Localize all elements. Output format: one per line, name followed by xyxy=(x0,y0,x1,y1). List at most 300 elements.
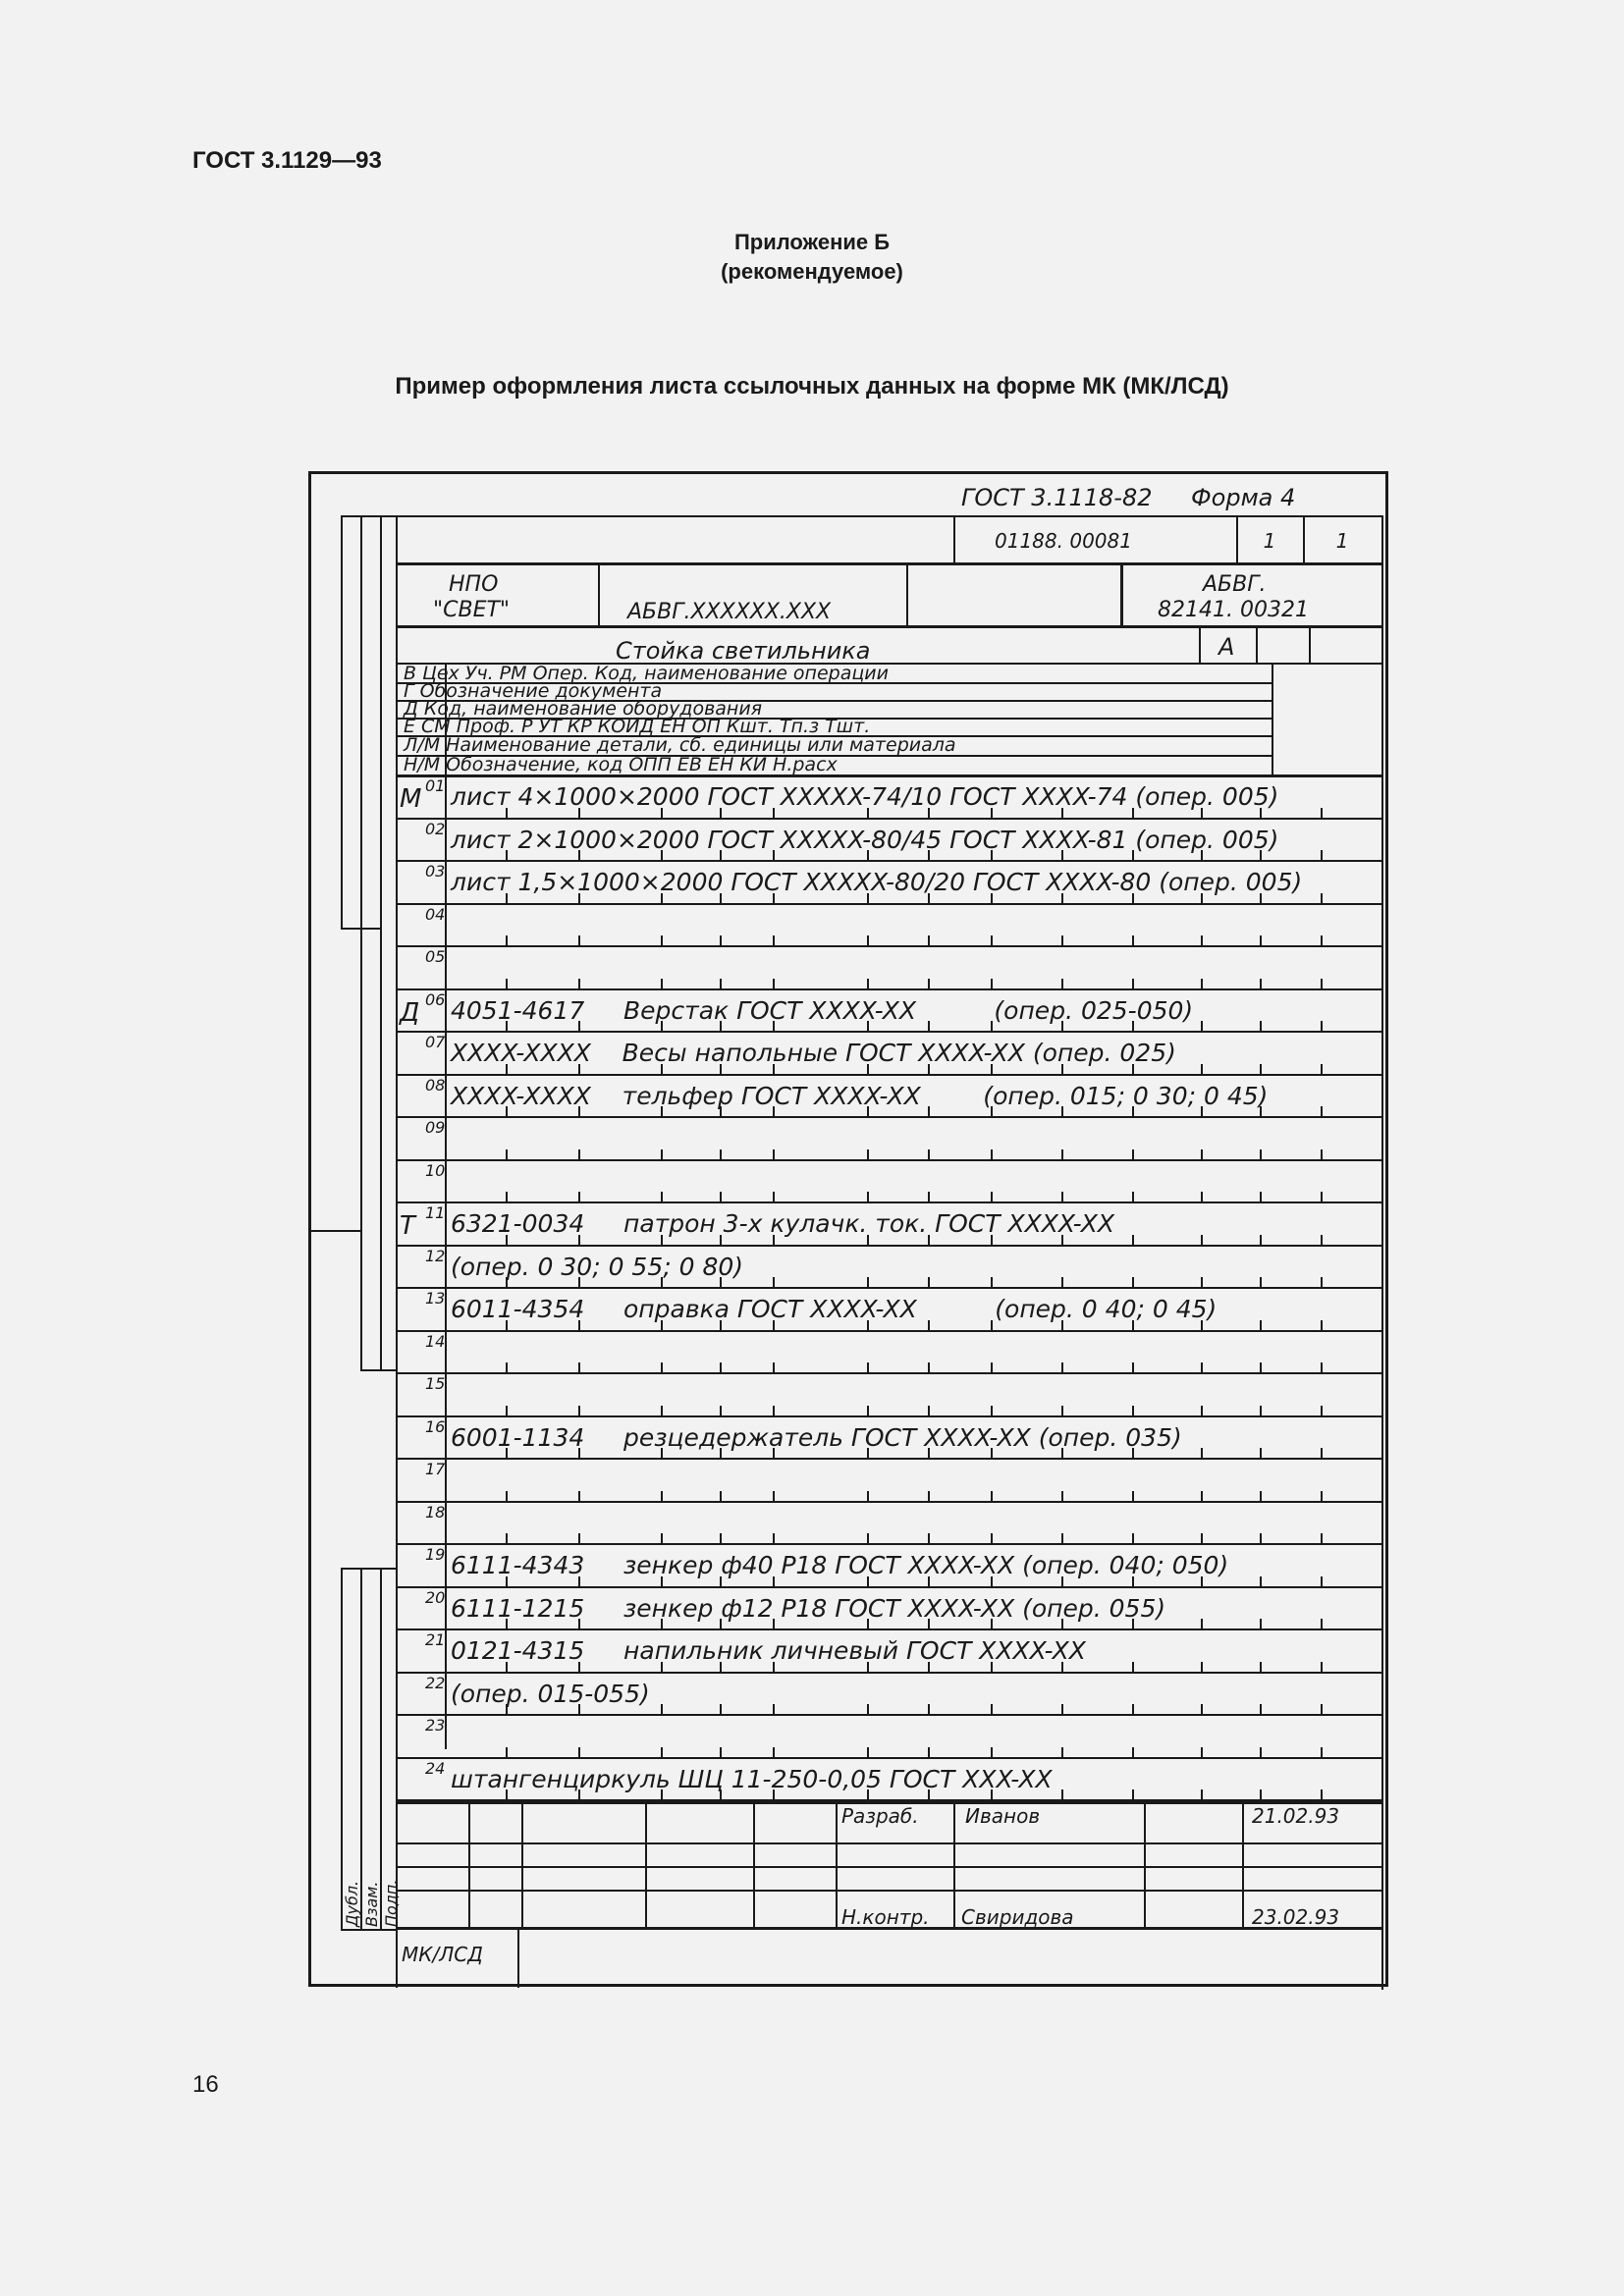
row-tick xyxy=(867,1533,869,1543)
row-tick xyxy=(1321,1106,1323,1116)
row-tick xyxy=(773,1704,775,1714)
row-tick xyxy=(1061,1277,1063,1287)
row-tick xyxy=(1260,1235,1262,1245)
table-row xyxy=(396,1332,1383,1375)
row-tick xyxy=(720,1406,722,1415)
row-tick xyxy=(1132,979,1134,988)
row-tick xyxy=(506,1533,508,1543)
row-number: 16 xyxy=(425,1416,446,1436)
designation: АБВГ.XXXXXX.XXX xyxy=(627,600,832,624)
table-row xyxy=(396,1374,1383,1417)
form-sheet xyxy=(308,471,1388,1987)
row-tick xyxy=(928,1533,930,1543)
row-number: 07 xyxy=(425,1033,446,1051)
row-tick xyxy=(1260,1533,1262,1543)
row-tick xyxy=(1061,1192,1063,1201)
org-name: "СВЕТ" xyxy=(433,598,511,622)
row-tick xyxy=(928,1491,930,1501)
sheet-number: 1 xyxy=(1263,529,1276,553)
table-row xyxy=(396,1630,1383,1674)
table-row xyxy=(396,1033,1383,1076)
row-tick xyxy=(1260,1362,1262,1372)
margin-line xyxy=(341,515,343,928)
table-row xyxy=(396,1716,1383,1759)
row-tick xyxy=(773,1406,775,1415)
frame-line xyxy=(906,564,908,625)
form-code: МК/ЛСД xyxy=(402,1943,483,1966)
product-code-1: АБВГ. xyxy=(1203,572,1267,597)
header-row-nm: Н/М Обозначение, код ОПП ЕВ ЕН КИ Н.расх xyxy=(404,754,838,775)
table-row xyxy=(396,905,1383,948)
margin-line xyxy=(360,1568,362,1931)
row-tick xyxy=(1201,1021,1203,1031)
row-letter: Д xyxy=(400,997,420,1028)
row-tick xyxy=(1321,1533,1323,1543)
row-tick xyxy=(1321,1789,1323,1799)
row-text: 6111-1215 зенкер ф12 Р18 ГОСТ XXXX-XX (опер. 055) xyxy=(451,1593,1166,1623)
page-title: Пример оформления листа ссылочных данных на форме МК (МК/ЛСД) xyxy=(395,373,1229,400)
table-row xyxy=(396,1247,1383,1290)
row-number: 10 xyxy=(425,1160,446,1180)
row-tick xyxy=(773,1277,775,1287)
row-tick xyxy=(578,1491,580,1501)
page-number: 16 xyxy=(192,2071,219,2098)
row-tick xyxy=(773,1192,775,1201)
row-tick xyxy=(1260,1704,1262,1714)
row-tick xyxy=(1132,1747,1134,1757)
frame-line xyxy=(396,562,1383,565)
margin-line xyxy=(341,1568,396,1570)
margin-line xyxy=(341,1568,343,1931)
row-tick xyxy=(506,1362,508,1372)
frame-line xyxy=(836,1801,838,1927)
row-tick xyxy=(1201,1064,1203,1074)
frame-line xyxy=(753,1801,755,1927)
product-letter: А xyxy=(1218,633,1235,661)
row-tick xyxy=(1260,1064,1262,1074)
row-tick xyxy=(720,1533,722,1543)
table-row xyxy=(396,1118,1383,1161)
row-tick xyxy=(506,1491,508,1501)
form-label: Форма 4 xyxy=(1191,484,1296,511)
row-tick xyxy=(1260,1406,1262,1415)
frame-line xyxy=(396,1866,1383,1868)
row-tick xyxy=(773,1747,775,1757)
row-tick xyxy=(1201,1533,1203,1543)
row-text: лист 1,5×1000×2000 ГОСТ XXXXX-80/20 ГОСТ XXXX-80 (опер. 005) xyxy=(451,868,1303,896)
sheet-count: 1 xyxy=(1335,529,1349,553)
row-tick xyxy=(720,1704,722,1714)
row-tick xyxy=(867,935,869,945)
row-number: 17 xyxy=(425,1460,446,1478)
row-tick xyxy=(661,1192,663,1201)
side-podp: Подп. xyxy=(382,1879,401,1927)
developer-date: 21.02.93 xyxy=(1252,1804,1340,1828)
table-row xyxy=(396,1545,1383,1588)
row-tick xyxy=(661,1406,663,1415)
row-number: 05 xyxy=(425,947,446,966)
row-tick xyxy=(867,1277,869,1287)
margin-line xyxy=(380,515,382,1369)
frame-line xyxy=(1242,1801,1244,1927)
row-tick xyxy=(1260,1789,1262,1799)
row-tick xyxy=(1201,1491,1203,1501)
table-row xyxy=(396,1460,1383,1503)
frame-line xyxy=(468,1801,470,1927)
row-text: 0121-4315 напильник личневый ГОСТ XXXX-XX xyxy=(451,1636,1086,1665)
row-tick xyxy=(773,1533,775,1543)
row-tick xyxy=(1321,1235,1323,1245)
row-tick xyxy=(773,1149,775,1159)
frame-line xyxy=(1199,628,1201,663)
row-number: 19 xyxy=(425,1545,446,1564)
row-text: (опер. 015-055) xyxy=(451,1679,650,1708)
margin-line xyxy=(341,1929,396,1931)
row-tick xyxy=(1132,1491,1134,1501)
row-number: 06 xyxy=(425,989,446,1009)
margin-line xyxy=(309,1230,360,1232)
table-row xyxy=(396,776,1383,820)
row-tick xyxy=(720,1747,722,1757)
row-tick xyxy=(1132,1789,1134,1799)
row-number: 08 xyxy=(425,1075,446,1095)
row-tick xyxy=(578,1192,580,1201)
row-number: 04 xyxy=(425,904,446,924)
row-tick xyxy=(1321,1619,1323,1629)
checker-label: Н.контр. xyxy=(841,1905,930,1929)
row-tick xyxy=(1321,893,1323,903)
row-tick xyxy=(928,1747,930,1757)
row-tick xyxy=(867,1747,869,1757)
row-tick xyxy=(1321,979,1323,988)
row-tick xyxy=(1061,1491,1063,1501)
row-tick xyxy=(1132,935,1134,945)
row-tick xyxy=(578,935,580,945)
frame-line xyxy=(396,625,1383,628)
row-tick xyxy=(1321,1277,1323,1287)
row-tick xyxy=(1321,1747,1323,1757)
row-tick xyxy=(1321,1192,1323,1201)
header-row-lm: Л/М Наименование детали, сб. единицы или материала xyxy=(404,734,956,756)
frame-line xyxy=(1120,564,1123,625)
frame-line xyxy=(598,564,600,625)
row-tick xyxy=(1061,1704,1063,1714)
row-tick xyxy=(991,1533,993,1543)
row-tick xyxy=(506,1192,508,1201)
table-row xyxy=(396,1203,1383,1247)
row-tick xyxy=(720,935,722,945)
developer-label: Разраб. xyxy=(841,1804,919,1828)
row-number: 21 xyxy=(425,1630,446,1649)
row-tick xyxy=(1132,1362,1134,1372)
row-tick xyxy=(1260,1320,1262,1330)
row-tick xyxy=(991,935,993,945)
document-code: ГОСТ 3.1129—93 xyxy=(192,147,382,174)
row-text: 6111-4343 зенкер ф40 Р18 ГОСТ XXXX-XX (опер. 040; 050) xyxy=(451,1551,1229,1579)
row-text: (опер. 0 30; 0 55; 0 80) xyxy=(451,1252,744,1281)
frame-line xyxy=(953,1801,955,1927)
frame-line xyxy=(1272,665,1273,776)
appendix-subtitle: (рекомендуемое) xyxy=(721,259,903,284)
margin-line xyxy=(360,1369,396,1371)
row-number: 24 xyxy=(425,1758,446,1778)
frame-line xyxy=(645,1801,647,1927)
row-tick xyxy=(867,1704,869,1714)
row-text: 4051-4617 Верстак ГОСТ XXXX-XX (опер. 025-050) xyxy=(451,995,1194,1025)
row-tick xyxy=(928,1192,930,1201)
row-number: 12 xyxy=(425,1246,446,1265)
row-tick xyxy=(578,1747,580,1757)
table-row xyxy=(396,1289,1383,1332)
row-tick xyxy=(1260,1192,1262,1201)
row-tick xyxy=(928,1277,930,1287)
row-tick xyxy=(1201,1149,1203,1159)
row-tick xyxy=(1201,1662,1203,1672)
table-row xyxy=(396,947,1383,990)
row-tick xyxy=(578,979,580,988)
row-tick xyxy=(1132,1149,1134,1159)
row-tick xyxy=(720,1362,722,1372)
row-text: 6001-1134 резцедержатель ГОСТ XXXX-XX (опер. 035) xyxy=(451,1422,1182,1452)
row-tick xyxy=(661,935,663,945)
checker-date: 23.02.93 xyxy=(1252,1905,1340,1929)
row-number: 22 xyxy=(425,1673,446,1692)
row-tick xyxy=(1321,1662,1323,1672)
row-tick xyxy=(506,1406,508,1415)
row-tick xyxy=(1132,1235,1134,1245)
header-row-g: Г Обозначение документа xyxy=(404,680,663,702)
row-tick xyxy=(661,1149,663,1159)
row-tick xyxy=(1260,1576,1262,1586)
appendix-title: Приложение Б xyxy=(733,230,891,254)
row-tick xyxy=(1061,1149,1063,1159)
frame-line xyxy=(396,1890,1383,1892)
row-tick xyxy=(928,1406,930,1415)
row-number: 02 xyxy=(425,819,446,838)
row-tick xyxy=(1061,1406,1063,1415)
row-tick xyxy=(1132,1277,1134,1287)
row-text: XXXX-XXXX тельфер ГОСТ XXXX-XX (опер. 015; 0 30; 0 45) xyxy=(451,1081,1269,1110)
row-tick xyxy=(1132,1704,1134,1714)
row-tick xyxy=(1321,850,1323,860)
row-tick xyxy=(578,1533,580,1543)
row-tick xyxy=(1260,1149,1262,1159)
row-tick xyxy=(1201,1362,1203,1372)
row-text: 6011-4354 оправка ГОСТ XXXX-XX (опер. 0 40; 0 45) xyxy=(451,1295,1218,1323)
row-tick xyxy=(1201,1192,1203,1201)
row-number: 14 xyxy=(425,1331,446,1351)
row-tick xyxy=(928,1704,930,1714)
row-tick xyxy=(1321,1448,1323,1458)
margin-line xyxy=(341,515,396,517)
row-number: 01 xyxy=(425,776,446,795)
org-label: НПО xyxy=(449,572,499,597)
row-tick xyxy=(991,1491,993,1501)
row-tick xyxy=(661,1533,663,1543)
row-tick xyxy=(1132,1192,1134,1201)
frame-line xyxy=(953,515,955,562)
table-row xyxy=(396,820,1383,863)
row-tick xyxy=(991,1406,993,1415)
frame-line xyxy=(1256,628,1258,663)
checker-name: Свиридова xyxy=(961,1905,1074,1929)
row-tick xyxy=(1201,979,1203,988)
row-tick xyxy=(1321,1491,1323,1501)
row-tick xyxy=(720,1149,722,1159)
row-tick xyxy=(1201,1747,1203,1757)
row-tick xyxy=(1321,1406,1323,1415)
row-tick xyxy=(1260,1662,1262,1672)
row-tick xyxy=(1321,1149,1323,1159)
header-row-e: Е СМ Проф. Р УТ КР КОИД ЕН ОП Кшт. Тп.з Тшт. xyxy=(404,716,871,737)
table-row xyxy=(396,990,1383,1034)
row-tick xyxy=(720,979,722,988)
row-tick xyxy=(1132,1533,1134,1543)
row-tick xyxy=(1321,1362,1323,1372)
row-tick xyxy=(867,1149,869,1159)
row-tick xyxy=(1260,1277,1262,1287)
row-number: 15 xyxy=(425,1374,446,1393)
row-tick xyxy=(1201,1448,1203,1458)
table-row xyxy=(396,1503,1383,1546)
product-code-2: 82141. 00321 xyxy=(1158,598,1309,622)
frame-line xyxy=(1381,515,1383,629)
row-tick xyxy=(928,1149,930,1159)
row-tick xyxy=(867,979,869,988)
row-tick xyxy=(720,1192,722,1201)
row-number: 18 xyxy=(425,1502,446,1522)
row-tick xyxy=(991,1192,993,1201)
row-tick xyxy=(506,935,508,945)
frame-line xyxy=(521,1801,523,1927)
row-tick xyxy=(1260,1619,1262,1629)
row-tick xyxy=(1201,1704,1203,1714)
row-tick xyxy=(928,1362,930,1372)
row-tick xyxy=(773,979,775,988)
row-tick xyxy=(773,935,775,945)
row-tick xyxy=(1132,1662,1134,1672)
side-dubl: Дубл. xyxy=(343,1880,361,1927)
row-tick xyxy=(506,1747,508,1757)
row-tick xyxy=(773,1491,775,1501)
row-tick xyxy=(1321,1576,1323,1586)
row-tick xyxy=(867,1362,869,1372)
frame-line xyxy=(517,1929,519,1988)
row-tick xyxy=(661,979,663,988)
row-tick xyxy=(773,1362,775,1372)
row-number: 09 xyxy=(425,1118,446,1137)
row-text: XXXX-XXXX Весы напольные ГОСТ XXXX-XX (опер. 025) xyxy=(451,1039,1176,1067)
table-row xyxy=(396,862,1383,905)
row-letter: Т xyxy=(400,1211,415,1241)
table-row xyxy=(396,1161,1383,1204)
row-text: лист 2×1000×2000 ГОСТ XXXXX-80/45 ГОСТ XXXX-81 (опер. 005) xyxy=(451,825,1279,854)
form-standard: ГОСТ 3.1118-82 xyxy=(961,484,1153,511)
row-tick xyxy=(991,1362,993,1372)
row-tick xyxy=(1321,808,1323,818)
row-tick xyxy=(1260,1747,1262,1757)
row-tick xyxy=(661,1362,663,1372)
appendix-heading xyxy=(0,228,1624,287)
row-tick xyxy=(1321,1064,1323,1074)
row-tick xyxy=(991,1149,993,1159)
table-row xyxy=(396,1417,1383,1461)
row-tick xyxy=(506,1149,508,1159)
frame-line xyxy=(1309,628,1311,663)
row-number: 03 xyxy=(425,862,446,881)
row-tick xyxy=(1201,1277,1203,1287)
row-number: 20 xyxy=(425,1587,446,1607)
row-number: 23 xyxy=(425,1716,446,1735)
row-tick xyxy=(578,1149,580,1159)
row-tick xyxy=(1061,935,1063,945)
row-tick xyxy=(867,1491,869,1501)
header-row-v: В Цех Уч. РМ Опер. Код, наименование операции xyxy=(404,663,889,684)
row-text: лист 4×1000×2000 ГОСТ XXXXX-74/10 ГОСТ XXXX-74 (опер. 005) xyxy=(451,782,1279,811)
side-vzam: Взам. xyxy=(362,1881,381,1927)
frame-line xyxy=(1381,625,1383,665)
row-tick xyxy=(1201,1406,1203,1415)
row-number: 13 xyxy=(425,1289,446,1308)
row-tick xyxy=(991,1277,993,1287)
row-tick xyxy=(1201,1619,1203,1629)
margin-line xyxy=(360,515,362,1369)
row-tick xyxy=(506,979,508,988)
row-tick xyxy=(1260,1021,1262,1031)
row-tick xyxy=(1201,1789,1203,1799)
row-tick xyxy=(661,1747,663,1757)
row-tick xyxy=(720,1491,722,1501)
row-tick xyxy=(1321,1021,1323,1031)
row-tick xyxy=(578,1362,580,1372)
row-tick xyxy=(1321,1320,1323,1330)
table-row xyxy=(396,1588,1383,1631)
row-text: 6321-0034 патрон 3-х кулачк. ток. ГОСТ XXXX-XX xyxy=(451,1209,1115,1238)
row-tick xyxy=(578,1406,580,1415)
row-tick xyxy=(1260,979,1262,988)
developer-name: Иванов xyxy=(965,1804,1041,1828)
row-tick xyxy=(991,979,993,988)
doc-number: 01188. 00081 xyxy=(995,529,1132,553)
row-tick xyxy=(661,1704,663,1714)
row-tick xyxy=(1061,1789,1063,1799)
table-row xyxy=(396,1674,1383,1717)
margin-line xyxy=(341,928,382,930)
frame-line xyxy=(1144,1801,1146,1927)
row-tick xyxy=(928,979,930,988)
row-number: 11 xyxy=(425,1203,446,1222)
margin-line xyxy=(380,1568,382,1931)
row-tick xyxy=(1260,1448,1262,1458)
row-tick xyxy=(1061,1362,1063,1372)
row-tick xyxy=(1201,1235,1203,1245)
row-tick xyxy=(1321,1704,1323,1714)
row-tick xyxy=(1201,935,1203,945)
row-tick xyxy=(1061,1533,1063,1543)
row-tick xyxy=(867,1406,869,1415)
frame-line xyxy=(396,1842,1383,1844)
row-text: штангенциркуль ШЦ 11-250-0,05 ГОСТ XXX-XX xyxy=(451,1764,1053,1793)
row-tick xyxy=(1132,1406,1134,1415)
row-tick xyxy=(661,1491,663,1501)
header-row-d: Д Код, наименование оборудования xyxy=(404,698,763,720)
product-name: Стойка светильника xyxy=(616,637,871,665)
row-tick xyxy=(1260,1491,1262,1501)
data-rows xyxy=(396,776,1383,1801)
table-row xyxy=(396,1076,1383,1119)
row-tick xyxy=(1321,935,1323,945)
row-tick xyxy=(1061,979,1063,988)
